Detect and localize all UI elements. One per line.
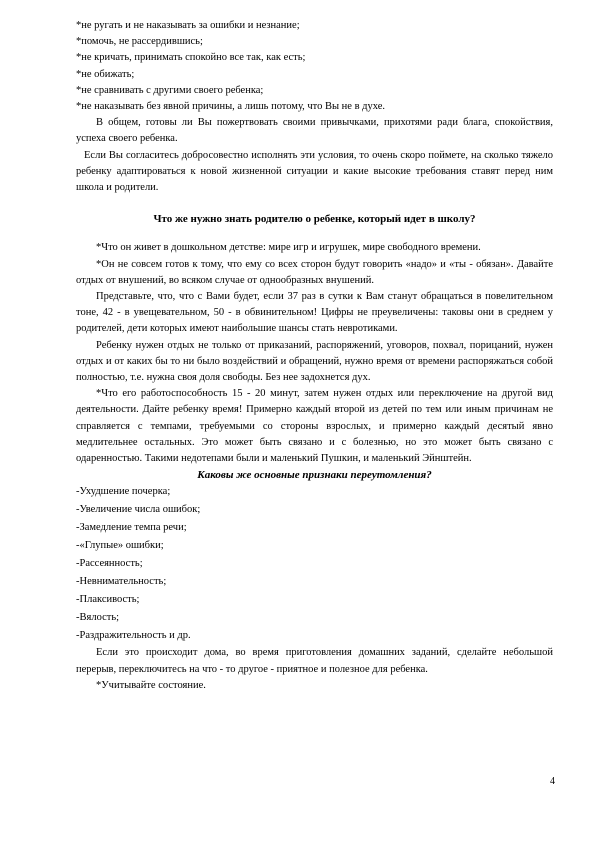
list-item: -Раздражительность и др. bbox=[76, 630, 191, 642]
paragraph: *Учитывайте состояние. bbox=[96, 679, 206, 691]
list-item: -Невнимательность; bbox=[76, 576, 167, 588]
list-item: -«Глупые» ошибки; bbox=[76, 540, 164, 552]
list-item: -Увеличение числа ошибок; bbox=[76, 504, 201, 516]
section-subheading: Каковы же основные признаки переутомления? bbox=[197, 469, 432, 482]
list-item: -Ухудшение почерка; bbox=[76, 486, 171, 498]
intro-list bbox=[76, 18, 553, 115]
paragraph: *Что его работоспособность 15 - 20 минут, затем нужен отдых или переключение на другой вид деятельности. Дайте ребенку время! Примерно каждый второй из детей по тем или иным причинам не справляется с темпами, требуемыми со стороны взрослых, и примерно каждый десятый явно медлительнее остальных. Это может быть связано и с болезнью, но это может быть связано с одаренностью. Такими недотепами были и маленький Пушкин, и маленький Эйнштейн. bbox=[76, 388, 553, 465]
intro-line: *помочь, не рассердившись; bbox=[76, 36, 203, 48]
list-item: -Рассеянность; bbox=[76, 558, 143, 570]
intro-line: *не кричать, принимать спокойно все так, как есть; bbox=[76, 52, 306, 64]
paragraph: Представьте, что, что с Вами будет, если 37 раз в сутки к Вам станут обращаться в повелительном тоне, 42 - в увещевательном, 50 - в обвинительном! Цифры не преувеличены: таковы они в среднем у родителей, дети которых имеют наибольшие шансы стать невротиками. bbox=[76, 291, 553, 335]
paragraph: Если это происходит дома, во время приготовления домашних заданий, сделайте небольшой перерыв, переключитесь на что - то другое - приятное и полезное для ребенка. bbox=[76, 647, 553, 675]
intro-line: *не наказывать без явной причины, а лишь потому, что Вы не в духе. bbox=[76, 101, 386, 113]
paragraph: Если Вы согласитесь добросовестно исполнять эти условия, то очень скоро поймете, на сколько тяжело ребенку адаптироваться к новой жизненной ситуации и какие высокие требования ставят перед ним школа и родители. bbox=[76, 149, 553, 194]
list-item: -Плаксивость; bbox=[76, 594, 140, 606]
paragraph: Ребенку нужен отдых не только от приказаний, распоряжений, уговоров, похвал, порицаний, нужен отдых и от каких бы то ни было воздействий и обращений, нужно время от времени распоряжаться собой полностью, т.е. нужна своя доля свободы. Без нее задохнется дух. bbox=[76, 339, 553, 384]
paragraph: В общем, готовы ли Вы пожертвовать своими привычками, прихотями ради блага, спокойствия, успеха своего ребенка. bbox=[76, 117, 553, 145]
section-heading: Что же нужно знать родителю о ребенке, который идет в школу? bbox=[153, 213, 476, 226]
paragraph: *Что он живет в дошкольном детстве: мире игр и игрушек, мире свободного времени. bbox=[96, 242, 481, 254]
intro-line: *не сравнивать с другими своего ребенка; bbox=[76, 84, 264, 96]
list-item: -Замедление темпа речи; bbox=[76, 522, 187, 534]
page-number: 4 bbox=[550, 775, 555, 787]
intro-line: *не обижать; bbox=[76, 68, 135, 80]
list-item: -Вялость; bbox=[76, 612, 120, 624]
intro-line: *не ругать и не наказывать за ошибки и незнание; bbox=[76, 20, 300, 31]
signs-list bbox=[76, 483, 553, 645]
paragraph: *Он не совсем готов к тому, что ему со всех сторон будут говорить «надо» и «ты - обязан». Давайте отдых от внушений, во всяком случае от однообразных внушений. bbox=[76, 258, 553, 286]
